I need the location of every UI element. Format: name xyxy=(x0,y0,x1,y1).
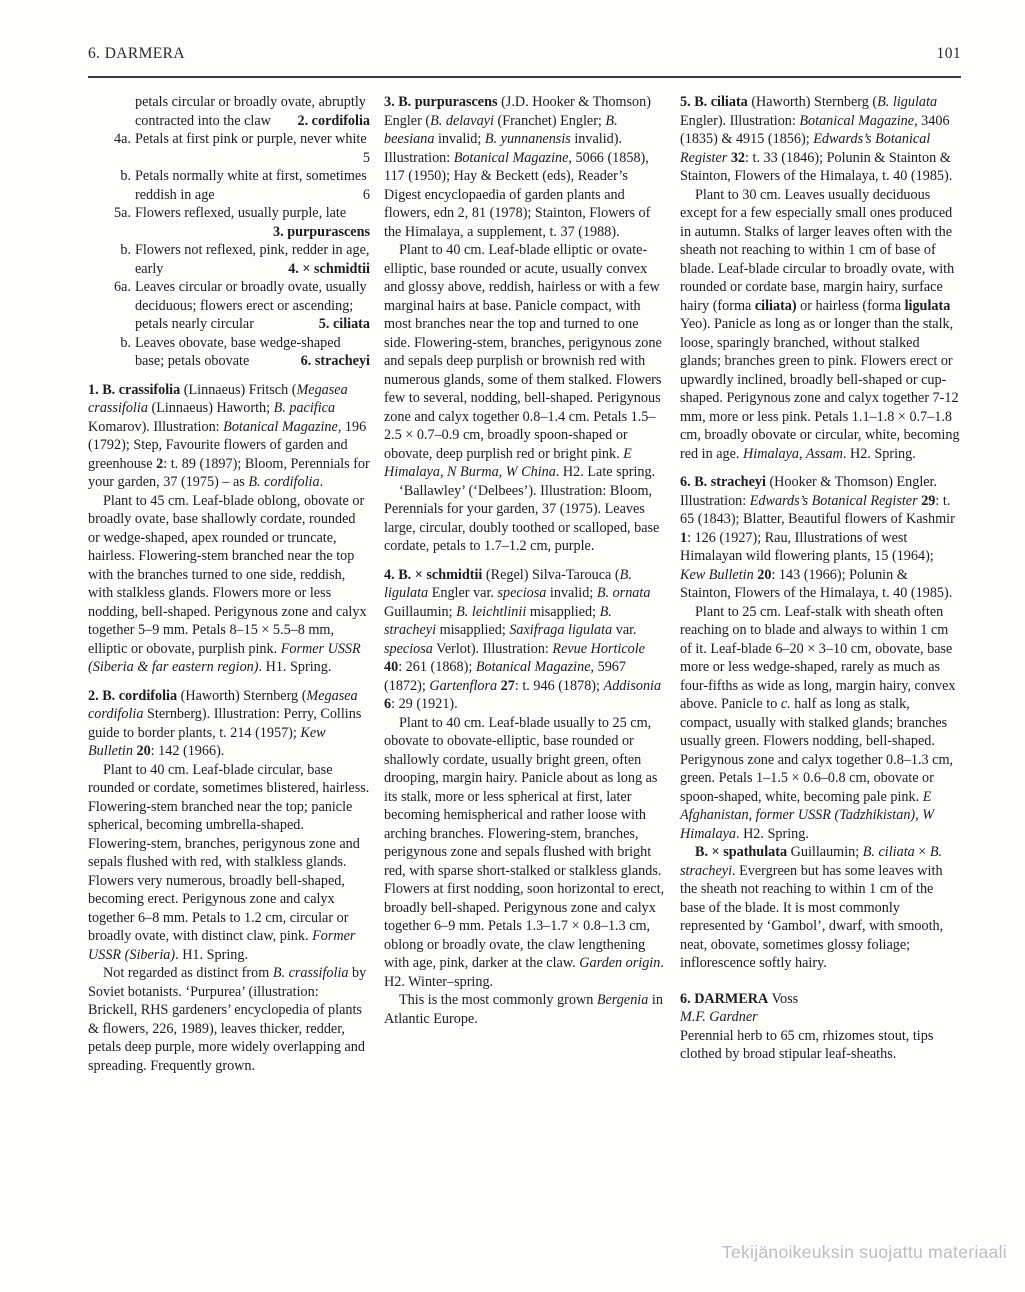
key-item: 4a. Petals at first pink or purple, never white 5 xyxy=(88,130,370,167)
bold-text: 32 xyxy=(730,149,746,166)
italic-text: Botanical Magazine xyxy=(453,149,569,166)
italic-text: Himalaya, Assam xyxy=(743,445,843,462)
bold-text: 3. B. purpurascens xyxy=(384,94,498,110)
italic-text: B. leichtlinii xyxy=(456,603,527,620)
paragraph: ‘Ballawley’ (‘Delbees’). Illustration: Bloom, Perennials for your garden, 37 (1975). Leaves large, circular, doubly toothed or scalloped, base cordate, petals to 1.7–1.2 cm, purple. xyxy=(384,482,660,554)
header-rule xyxy=(88,76,961,78)
bold-text: 5. B. ciliata xyxy=(680,94,748,110)
bold-text: ciliata) xyxy=(754,297,797,314)
italic-text: B. beesiana xyxy=(384,112,618,147)
italic-text: B. ciliata xyxy=(862,844,915,860)
key-item: petals circular or broadly ovate, abruptly contracted into the claw 2. cordifolia xyxy=(135,94,370,129)
bold-text: 1 xyxy=(680,529,688,546)
italic-text: B. ligulata xyxy=(384,566,632,601)
key-result: 6 xyxy=(362,186,370,203)
text-column-1 xyxy=(88,93,370,1075)
italic-text: M.F. Gardner xyxy=(680,1009,758,1025)
text-columns xyxy=(88,93,962,1075)
bold-text: 20 xyxy=(757,566,772,583)
italic-text: B. ornata xyxy=(596,585,651,601)
italic-text: Botanical Magazine xyxy=(223,418,338,435)
paragraph: Plant to 25 cm. Leaf-stalk with sheath often reaching on to blade and always to within 1 cm of it. Leaf-blade 6–20 × 3–10 cm, obovate, base more or less wedge-shaped, rarely as much as four-fifths as wide as long, margin hairy, convex above. Panicle to c. half as long as stalk, compact, usually with stalked glands; branches usually green. Flowers nodding, bell-shaped. Perigynous zone and calyx together 0.8–1.3 cm, green. Petals 1–1.5 × 0.6–0.8 cm, obovate or spoon-shaped, white, becoming pale pink. E Afghanistan, former USSR (Tadzhikistan), W Himalaya. H2. Spring. xyxy=(680,603,956,842)
paragraph: Plant to 40 cm. Leaf-blade usually to 25 cm, obovate to obovate-elliptic, base rounded or shallowly cordate, usually bright green, often drooping, margin hairy. Panicle about as long as its stalk, more or less spherical at first, later becoming hemispherical and rather loose with arching branches. Flowering-stem, branches, perigynous zone and sepals flushed with bright red, with sparse short-stalked or stalkless glands. Flowers at first nodding, soon horizontal to erect, broadly bell-shaped. Perigynous zone and calyx together 6–9 mm. Petals 1.3–1.7 × 0.8–1.3 cm, oblong or broadly ovate, the claw lengthening with age, pink, darker at the claw. Garden origin. H2. Winter–spring. xyxy=(384,714,665,990)
copyright-watermark: Tekijänoikeuksin suojattu materiaali xyxy=(721,1242,1007,1262)
page-number: 101 xyxy=(936,45,961,62)
key-label: b. xyxy=(120,168,131,184)
italic-text: B. cordifolia xyxy=(248,474,320,490)
bold-text: 27 xyxy=(500,677,515,694)
key-item: 5a. Flowers reflexed, usually purple, late 3. purpurascens xyxy=(88,204,370,241)
paragraph: 2. B. cordifolia (Haworth) Sternberg (Megasea cordifolia Sternberg). Illustration: Perry, Collins guide to border plants, t. 214 (1957); Kew Bulletin 20: 142 (1966). xyxy=(88,687,362,759)
italic-text: Edwards’s Botanical Register xyxy=(749,492,918,509)
bold-text: 2. B. cordifolia xyxy=(88,687,178,704)
bold-text: 6 xyxy=(384,696,392,712)
bold-text: 29 xyxy=(921,492,936,509)
key-item: b. Petals normally white at first, sometimes reddish in age 6 xyxy=(88,167,370,204)
italic-text: Megasea cordifolia xyxy=(88,687,358,722)
paragraph: B. × spathulata Guillaumin; B. ciliata × B. stracheyi. Evergreen but has some leaves with the sheath not reaching to within 1 cm of the base of the blade. It is most commonly represented by ‘Gambol’, dwarf, with smooth, neat, obovate, sometimes glossy foliage; inflorescence softly hairy. xyxy=(680,844,944,971)
italic-text: Kew Bulletin xyxy=(680,566,754,583)
key-result: 5 xyxy=(362,149,370,166)
italic-text: Revue Horticole xyxy=(552,640,645,657)
paragraph: 5. B. ciliata (Haworth) Sternberg (B. ligulata Engler). Illustration: Botanical Magazine, 3406 (1835) & 4915 (1856); Edwards’s Botanical Register 32: t. 33 (1846); Polunin & Stainton & Stainton, Flowers of the Himalaya, t. 40 (1985). xyxy=(680,94,953,184)
italic-text: Botanical Magazine xyxy=(799,112,915,129)
key-label: 4a. xyxy=(114,131,131,147)
key-item: b. Flowers not reflexed, pink, redder in age, early 4. × schmidtii xyxy=(88,241,370,278)
italic-text: Saxifraga ligulata xyxy=(509,622,613,638)
bold-text: B. × spathulata xyxy=(695,844,788,860)
paragraph: 3. B. purpurascens (J.D. Hooker & Thomson) Engler (B. delavayi (Franchet) Engler; B. beesiana invalid; B. yunnanensis invalid). Illustration: Botanical Magazine, 5066 (1858), 117 (1950); Hay & Beckett (eds), Reader’s Digest encyclopaedia of garden plants and flowers, edn 2, 81 (1978); Stainton, Flowers of the Himalaya, a supplement, t. 37 (1988). xyxy=(384,94,651,240)
paragraph: Plant to 45 cm. Leaf-blade oblong, obovate or broadly ovate, base shallowly cordate, rounded or wedge-shaped, apex rounded or truncate, hairless. Flowering-stem branched near the top with the branches turned to one side, reddish, with stalkless glands. Flowers more or less nodding, bell-shaped. Perigynous zone and calyx together 5–9 mm. Petals 8–15 × 5.5–8 mm, elliptic or obovate, purplish pink. Former USSR (Siberia & far eastern region). H1. Spring. xyxy=(88,492,367,675)
italic-text: speciosa xyxy=(497,585,547,601)
key-label: b. xyxy=(120,242,131,258)
italic-text: Megasea crassifolia xyxy=(88,381,348,416)
paragraph xyxy=(680,1008,962,1027)
italic-text: B. ligulata xyxy=(877,94,938,110)
key-result: 4. × schmidtii xyxy=(288,260,370,277)
key-label: 5a. xyxy=(114,205,131,221)
paragraph: Plant to 40 cm. Leaf-blade elliptic or ovate-elliptic, base rounded or acute, usually convex and glossy above, reddish, hairless or with a few marginal hairs at base. Panicle compact, with most branches near the top and turned to one side. Flowering-stem, branches, perigynous zone and sepals deep purplish or brownish red with numerous glands, some of them stalked. Flowers few to several, nodding, bell-shaped. Perigynous zone and calyx together 0.8–1.4 cm. Petals 1.5–2.5 × 0.7–0.9 cm, broadly spoon-shaped or obovate, deep purplish red or bright pink. E Himalaya, N Burma, W China. H2. Late spring. xyxy=(384,242,662,480)
italic-text: Kew Bulletin xyxy=(88,724,326,759)
paragraph: 1. B. crassifolia (Linnaeus) Fritsch (Megasea crassifolia (Linnaeus) Haworth; B. pacifica Komarov). Illustration: Botanical Magazine, 196 (1792); Step, Favourite flowers of garden and greenhouse 2: t. 89 (1897); Bloom, Perennials for your garden, 37 (1975) – as B. cordifolia. xyxy=(88,381,370,490)
key-label: 6a. xyxy=(114,279,131,295)
key-result: 3. purpurascens xyxy=(273,223,370,240)
page-header xyxy=(88,45,961,63)
italic-text: B. yunnanensis xyxy=(484,131,571,147)
italic-text: B. crassifolia xyxy=(272,965,349,981)
key-result: 6. stracheyi xyxy=(300,353,370,369)
paragraph: 4. B. × schmidtii (Regel) Silva-Tarouca (B. ligulata Engler var. speciosa invalid; B. ornata Guillaumin; B. leichtlinii misapplied; B. stracheyi misapplied; Saxifraga ligulata var. speciosa Verlot). Illustration: Revue Horticole 40: 261 (1868); Botanical Magazine, 5967 (1872); Gartenflora 27: t. 946 (1878); Addisonia 6: 29 (1921). xyxy=(384,566,662,712)
paragraph: 6. DARMERA Voss xyxy=(680,990,799,1007)
paragraph: 6. B. stracheyi (Hooker & Thomson) Engler. Illustration: Edwards’s Botanical Register 29: t. 65 (1843); Blatter, Beautiful flowers of Kashmir 1: 126 (1927); Rau, Illustrations of west Himalayan wild flowering plants, 15 (1964); Kew Bulletin 20: 143 (1966); Polunin & Stainton, Flowers of the Himalaya, t. 40 (1985). xyxy=(680,474,955,601)
italic-text: B. stracheyi xyxy=(384,603,612,638)
paragraph: Perennial herb to 65 cm, rhizomes stout, tips clothed by broad stipular leaf-sheaths. xyxy=(680,1027,934,1062)
bold-text: 20 xyxy=(136,743,151,759)
bold-text: 40 xyxy=(384,659,399,675)
paragraph: Not regarded as distinct from B. crassifolia by Soviet botanists. ‘Purpurea’ (illustration: Brickell, RHS gardeners’ encyclopedia of plants & flowers, 226, 1989), leaves thicker, redder, petals deep purple, more widely overlapping and spreading. Frequently grown. xyxy=(88,965,367,1074)
key-result: 5. ciliata xyxy=(318,316,370,332)
italic-text: B. pacifica xyxy=(273,400,336,416)
bold-text: 6. DARMERA xyxy=(680,990,769,1007)
italic-text: B. delavayi xyxy=(430,112,494,129)
italic-text: B. stracheyi xyxy=(680,844,943,879)
paragraph: Plant to 40 cm. Leaf-blade circular, base rounded or cordate, sometimes blistered, hairless. Flowering-stem branched near the top; panicle spherical, becoming umbrella-shaped. Flowering-stem, branches, perigynous zone and sepals flushed with red, with stalkless glands. Flowers very numerous, broadly bell-shaped, becoming erect. Perigynous zone and calyx together 6–8 mm. Petals to 1.2 cm, circular or broadly ovate, with distinct claw, pink. Former USSR (Siberia). H1. Spring. xyxy=(88,761,370,963)
key-item: b. Leaves obovate, base wedge-shaped base; petals obovate 6. stracheyi xyxy=(88,334,370,371)
italic-text: Bergenia xyxy=(596,992,649,1008)
bold-text: 4. B. × schmidtii xyxy=(384,566,483,583)
italic-text: Addisonia xyxy=(603,677,662,694)
bold-text: ligulata xyxy=(904,297,951,314)
italic-text: Edwards’s Botanical Register xyxy=(680,131,931,166)
italic-text: Former USSR (Siberia) xyxy=(88,928,356,963)
italic-text: Garden origin xyxy=(579,955,661,971)
running-head: 6. DARMERA xyxy=(88,45,186,62)
text-column-3 xyxy=(680,93,962,1075)
italic-text: E Afghanistan, former USSR (Tadzhikistan), W Himalaya xyxy=(680,788,935,842)
bold-text: 6. B. stracheyi xyxy=(680,474,766,490)
italic-text: Botanical Magazine xyxy=(475,659,591,675)
italic-text: Former USSR (Siberia & far eastern region) xyxy=(88,640,361,675)
italic-text: speciosa xyxy=(384,640,433,657)
bold-text: 2 xyxy=(156,455,164,472)
paragraph: This is the most commonly grown Bergenia in Atlantic Europe. xyxy=(384,992,663,1027)
key-item: 6a. Leaves circular or broadly ovate, usually deciduous; flowers erect or ascending; petals nearly circular 5. ciliata xyxy=(88,278,370,334)
bold-text: 1. B. crassifolia xyxy=(88,381,181,398)
paragraph: Plant to 30 cm. Leaves usually deciduous except for a few especially small ones produced in autumn. Stalks of larger leaves often with the sheath not reaching to within 1 cm of base of blade. Leaf-blade circular to broadly ovate, with rounded or cordate base, margin hairy, surface hairy (forma ciliata) or hairless (forma ligulata Yeo). Panicle as long as or longer than the stalk, loose, sparingly branched, without stalked glands; branches green to pink. Flowers erect or upwardly inclined, broadly bell-shaped or cup-shaped. Perigynous zone and calyx together 7-12 mm, more or less pink. Petals 1.1–1.8 × 0.7–1.8 cm, broadly obovate or circular, white, becoming red in age. Himalaya, Assam. H2. Spring. xyxy=(680,186,960,462)
key-result: 2. cordifolia xyxy=(297,112,370,129)
text-column-2 xyxy=(384,93,666,1075)
key-label: b. xyxy=(120,334,131,351)
italic-text: c. xyxy=(780,696,791,712)
italic-text: Gartenflora xyxy=(429,677,498,694)
italic-text: E Himalaya, N Burma, W China xyxy=(384,445,632,480)
